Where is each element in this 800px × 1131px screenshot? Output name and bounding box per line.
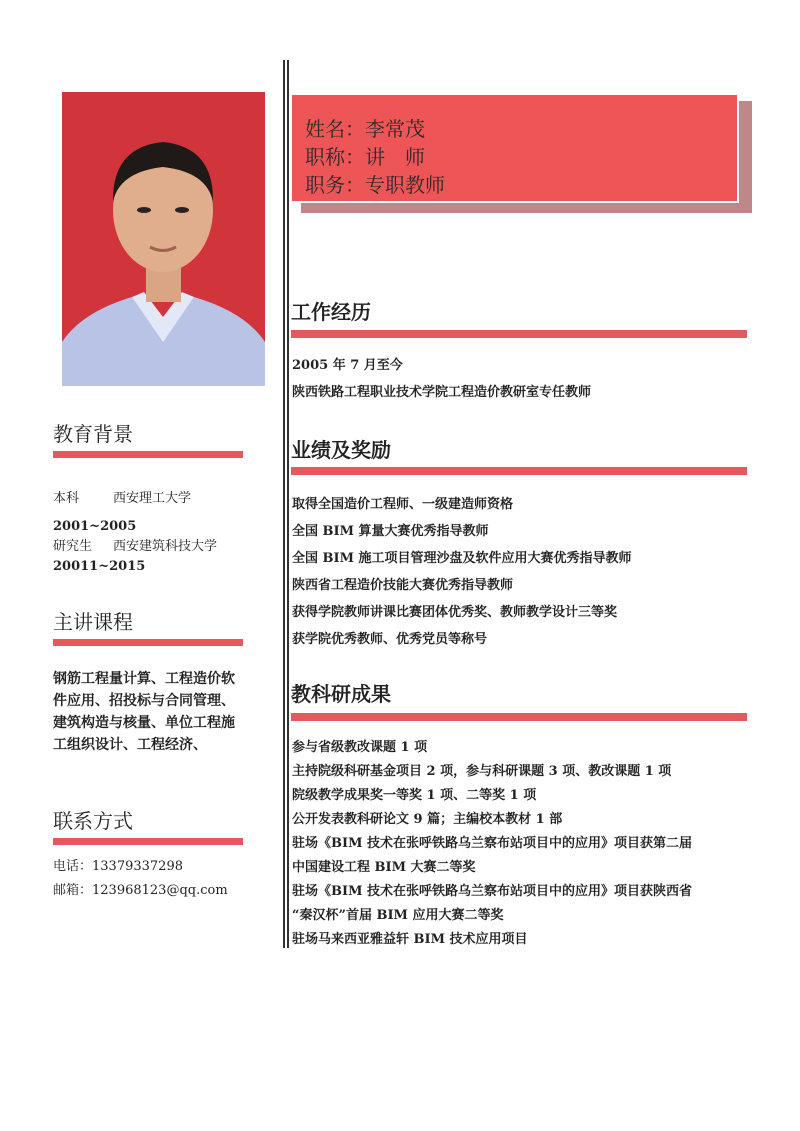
courses-bar [53, 639, 243, 646]
research-heading: 教科研成果 [291, 682, 391, 706]
list-item: 全国 BIM 算量大赛优秀指导教师 [292, 524, 489, 539]
list-item: 陕西铁路工程职业技术学院工程造价教研室专任教师 [292, 385, 592, 400]
list-item: 陕西省工程造价技能大赛优秀指导教师 [292, 578, 514, 593]
work-bar [291, 330, 747, 338]
courses-text: 钢筋工程量计算、工程造价软件应用、招投标与合同管理、建筑构造与核量、单位工程施工组织设计、工程经济、 [53, 671, 235, 753]
list-item: 参与省级教改课题 1 项 [292, 740, 428, 755]
school-name: 西安理工大学 [113, 491, 192, 506]
email-text: 邮箱：123968123@qq.com [53, 883, 228, 898]
contact-heading: 联系方式 [53, 809, 133, 833]
work-heading: 工作经历 [291, 300, 371, 324]
name-line: 姓名：李常茂 [305, 117, 425, 141]
list-item: 获学院优秀教师、优秀党员等称号 [292, 632, 488, 647]
degree-label: 本科 [53, 491, 80, 506]
courses-heading: 主讲课程 [53, 610, 133, 634]
awards-heading: 业绩及奖励 [291, 438, 391, 462]
list-item: 公开发表教科研论文 9 篇；主编校本教材 1 部 [292, 812, 563, 827]
research-list [292, 736, 692, 952]
contact-bar [53, 838, 243, 845]
list-item: 驻场《BIM 技术在张呼铁路乌兰察布站项目中的应用》项目获第二届 [292, 836, 692, 851]
title-line: 职称：讲 师 [305, 145, 425, 169]
education-heading: 教育背景 [53, 422, 133, 446]
list-item: 院级教学成果奖一等奖 1 项、二等奖 1 项 [292, 788, 537, 803]
list-item: 驻场《BIM 技术在张呼铁路乌兰察布站项目中的应用》项目获陕西省 [292, 884, 692, 899]
divider-line-right [287, 60, 289, 948]
work-list [292, 352, 591, 406]
list-item: 驻场马来西亚雅益轩 BIM 技术应用项目 [292, 932, 528, 947]
education-years: 2001~2005 [53, 519, 137, 534]
school-name: 西安建筑科技大学 [113, 539, 218, 554]
education-list [53, 489, 217, 577]
education-bar [53, 451, 243, 458]
list-item: 中国建设工程 BIM 大赛二等奖 [292, 860, 476, 875]
education-years: 20011~2015 [53, 559, 146, 574]
awards-bar [291, 467, 747, 475]
list-item: 全国 BIM 施工项目管理沙盘及软件应用大赛优秀指导教师 [292, 551, 632, 566]
position-line: 职务：专职教师 [305, 173, 445, 197]
list-item: 取得全国造价工程师、一级建造师资格 [292, 497, 514, 512]
list-item: 2005 年 7 月至今 [292, 358, 403, 373]
education-entry [53, 489, 217, 509]
degree-label: 研究生 [53, 539, 93, 554]
profile-box [290, 93, 739, 203]
list-item: “秦汉杯”首届 BIM 应用大赛二等奖 [292, 908, 504, 923]
education-entry [53, 537, 217, 557]
contact-list [53, 855, 228, 903]
phone-text: 电话：13379337298 [53, 859, 183, 874]
divider-line-left [283, 60, 285, 948]
portrait-photo [62, 92, 265, 386]
research-bar [291, 713, 747, 721]
awards-list [292, 491, 632, 653]
list-item: 获得学院教师讲课比赛团体优秀奖、教师教学设计三等奖 [292, 605, 618, 620]
list-item: 主持院级科研基金项目 2 项，参与科研课题 3 项、教改课题 1 项 [292, 764, 672, 779]
